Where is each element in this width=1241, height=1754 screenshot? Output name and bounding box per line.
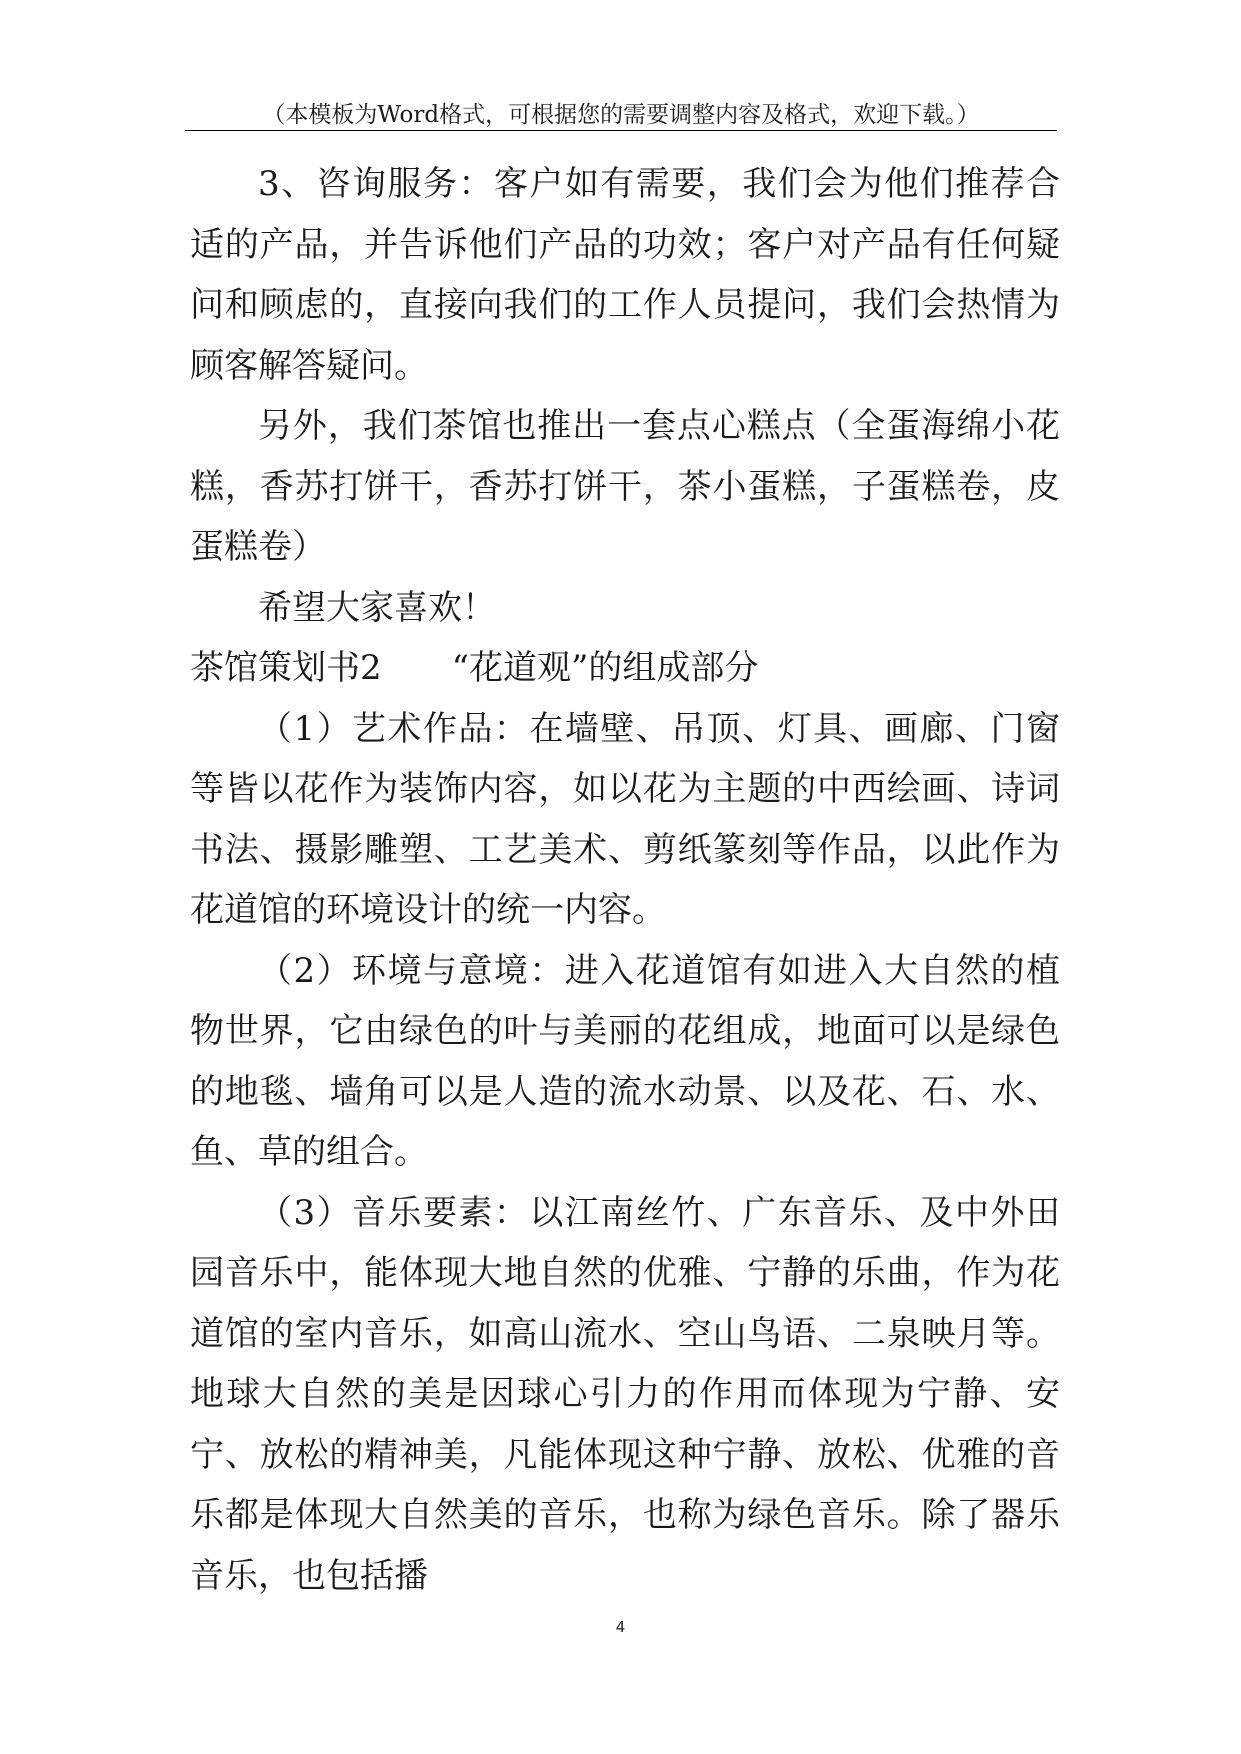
- paragraph-consulting-service: 3、咨询服务：客户如有需要，我们会为他们推荐合适的产品，并告诉他们产品的功效；客户对产品有任何疑问和顾虑的，直接向我们的工作人员提问，我们会热情为顾客解答疑问。: [190, 164, 1060, 386]
- section-heading: [190, 638, 1060, 699]
- paragraph-closing: 希望大家喜欢！: [258, 587, 496, 628]
- section-subtitle: “花道观”的组成部分: [451, 648, 759, 688]
- paragraph-environment: （2）环境与意境：进入花道馆有如进入大自然的植物世界，它由绿色的叶与美丽的花组成，地面可以是绿色的地毯、墙角可以是人造的流水动景、以及花、石、水、鱼、草的组合。: [190, 950, 1060, 1172]
- paragraph-music: （3）音乐要素：以江南丝竹、广东音乐、及中外田园音乐中，能体现大地自然的优雅、宁静的乐曲，作为花道馆的室内音乐，如高山流水、空山鸟语、二泉映月等。地球大自然的美是因球心引力的作用而体现为宁静、安宁、放松的精神美，凡能体现这种宁静、放松、优雅的音乐都是体现大自然美的音乐，也称为绿色音乐。除了器乐音乐，也包括播: [190, 1192, 1060, 1596]
- page-number: 4: [615, 1618, 626, 1636]
- header-divider: [185, 130, 1057, 131]
- paragraph-art-works: （1）艺术作品：在墙壁、吊顶、灯具、画廊、门窗等皆以花作为装饰内容，如以花为主题的中西绘画、诗词书法、摄影雕塑、工艺美术、剪纸篆刻等作品，以此作为花道馆的环境设计的统一内容。: [190, 708, 1060, 930]
- document-body: [190, 154, 1060, 1606]
- paragraph-pastries: 另外，我们茶馆也推出一套点心糕点（全蛋海绵小花糕，香苏打饼干，香苏打饼干，茶小蛋糕，子蛋糕卷，皮蛋糕卷）: [190, 406, 1060, 567]
- section-title: 茶馆策划书2: [190, 648, 382, 688]
- header-note: （本模板为Word格式，可根据您的需要调整内容及格式，欢迎下载。）: [262, 102, 980, 128]
